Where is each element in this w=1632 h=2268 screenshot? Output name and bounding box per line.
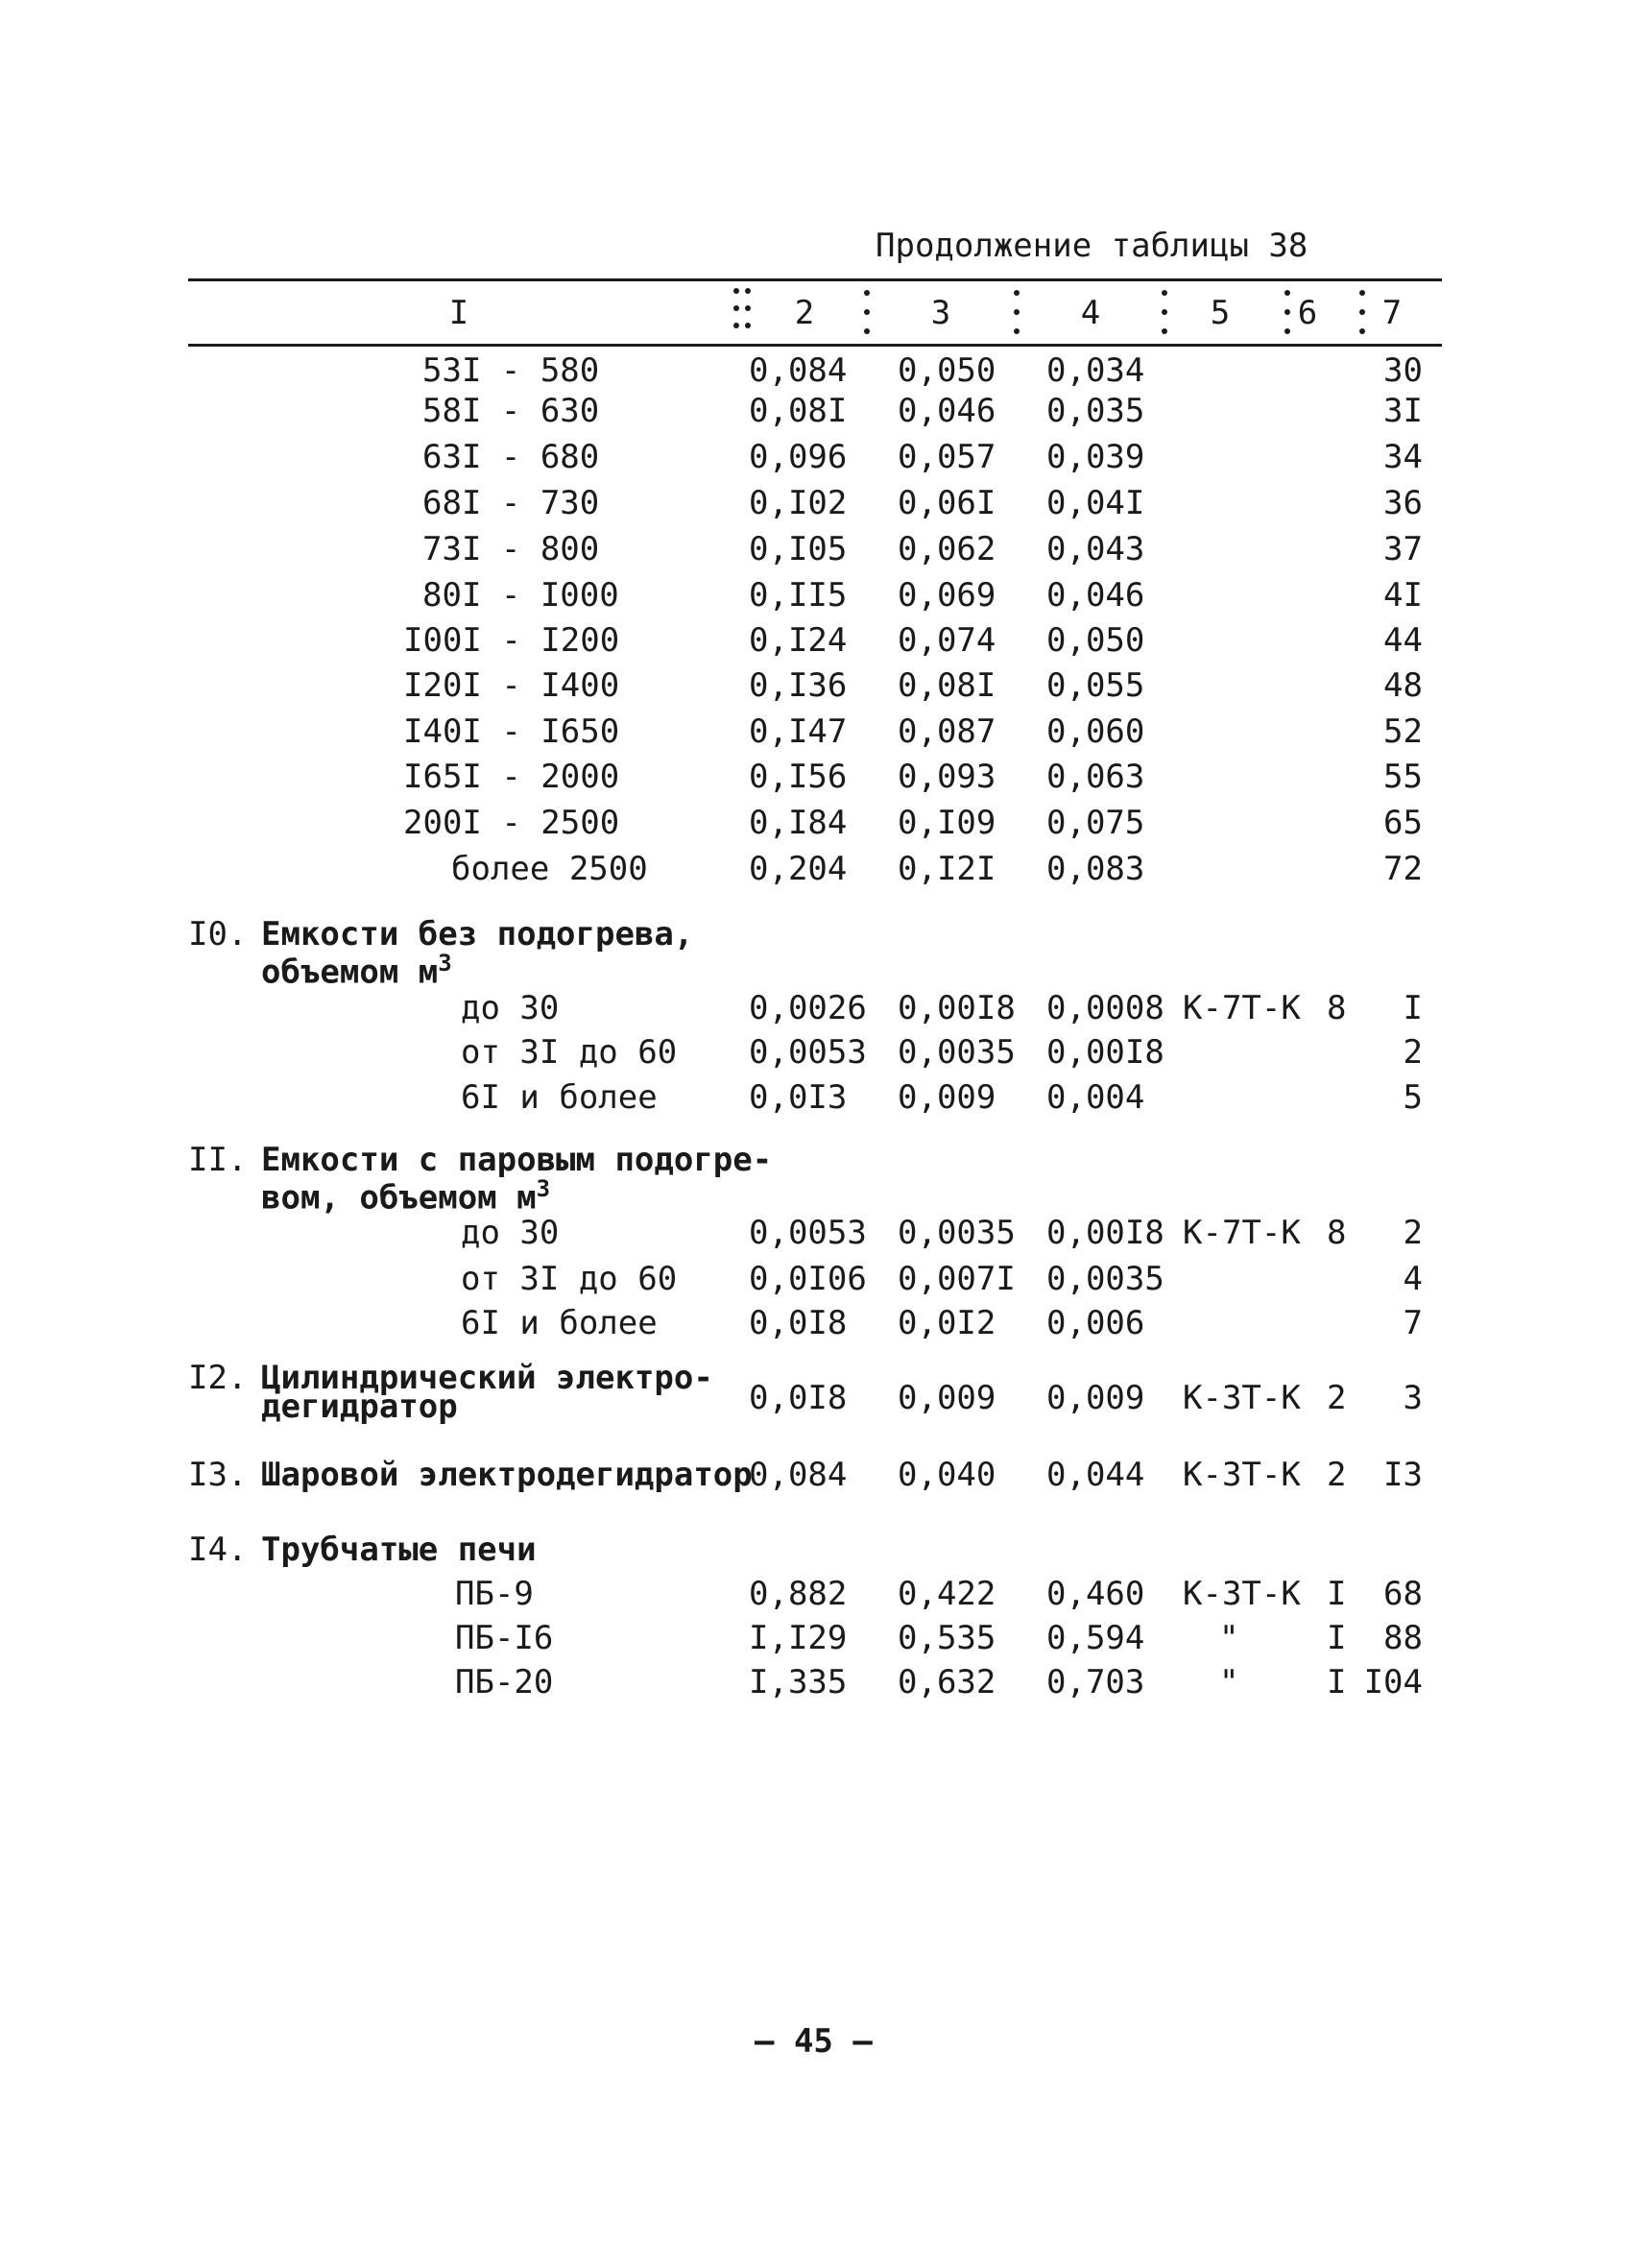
row-label: от 3I до 60 [461, 1260, 678, 1298]
row-label: более 2500 [451, 850, 648, 888]
section-heading [0, 1529, 1632, 1571]
row-label: ПБ-9 [455, 1575, 534, 1613]
cell-col-3: 0,009 [898, 1379, 996, 1417]
cell-col-6: I [1327, 1663, 1347, 1701]
cell-col-3: 0,0035 [898, 1033, 1016, 1072]
section-number: I4. [188, 1531, 248, 1569]
table-row [0, 1302, 1632, 1344]
row-label: 80I - I000 [422, 576, 619, 615]
cell-col-4: 0,006 [1046, 1304, 1145, 1342]
header-col-3: 3 [930, 294, 951, 332]
cell-col-2: 0,I05 [749, 530, 848, 568]
cell-col-2: 0,II5 [749, 576, 848, 615]
table-row [0, 664, 1632, 707]
cell-col-5: " [1219, 1619, 1239, 1657]
cell-col-2: 0,084 [749, 351, 848, 390]
cell-col-4: 0,004 [1046, 1078, 1145, 1117]
cell-col-2: 0,096 [749, 438, 848, 476]
cell-col-4: 0,00I8 [1046, 1033, 1164, 1072]
cell-col-3: 0,050 [898, 351, 996, 390]
row-label: до 30 [461, 989, 560, 1027]
cell-col-7: 2 [1403, 1214, 1423, 1252]
cell-col-5: К-7Т-К [1183, 989, 1301, 1027]
row-label: 200I - 2500 [403, 804, 620, 842]
cell-col-6: 8 [1327, 1214, 1347, 1252]
cell-col-7: 52 [1383, 712, 1423, 751]
cell-col-5: " [1219, 1663, 1239, 1701]
unit-superscript: 3 [438, 950, 452, 977]
cell-col-7: 44 [1383, 621, 1423, 660]
cell-col-4: 0,043 [1046, 530, 1145, 568]
table-row [0, 436, 1632, 478]
cell-col-4: 0,050 [1046, 621, 1145, 660]
cell-col-4: 0,046 [1046, 576, 1145, 615]
cell-col-7: 37 [1383, 530, 1423, 568]
cell-col-4: 0,083 [1046, 850, 1145, 888]
table-row [0, 482, 1632, 524]
header-separator [864, 286, 870, 342]
cell-col-3: 0,040 [898, 1456, 996, 1494]
row-label: I65I - 2000 [403, 758, 620, 796]
cell-col-2: 0,0026 [749, 989, 867, 1027]
cell-col-2: 0,I56 [749, 758, 848, 796]
cell-col-7: 3I [1383, 392, 1423, 430]
header-col-7: 7 [1381, 294, 1403, 332]
section-title-unit: вом, объемом м [261, 1178, 537, 1218]
top-rule [188, 278, 1442, 281]
section-title: Цилиндрический электро- [261, 1359, 713, 1397]
cell-col-7: 30 [1383, 351, 1423, 390]
header-separator [733, 286, 739, 342]
cell-col-7: 34 [1383, 438, 1423, 476]
cell-col-4: 0,04I [1046, 484, 1145, 522]
cell-col-2: 0,0I06 [749, 1260, 867, 1298]
section-title-cont: дегидратор [261, 1387, 458, 1426]
header-col-6: 6 [1297, 294, 1318, 332]
cell-col-5: К-3Т-К [1183, 1575, 1301, 1613]
section-number: I0. [188, 915, 248, 953]
section-heading [188, 1141, 773, 1218]
cell-col-7: 55 [1383, 758, 1423, 796]
header-col-4: 4 [1080, 294, 1101, 332]
header-col-2: 2 [794, 294, 815, 332]
cell-col-3: 0,087 [898, 712, 996, 751]
page-number: – 45 – [755, 2022, 873, 2061]
cell-col-5: К-7Т-К [1183, 1214, 1301, 1252]
cell-col-4: 0,034 [1046, 351, 1145, 390]
table-row [0, 350, 1632, 392]
cell-col-2: 0,0I8 [749, 1304, 848, 1342]
cell-col-3: 0,00I8 [898, 989, 1016, 1027]
cell-col-6: 2 [1327, 1456, 1347, 1494]
row-label: 58I - 630 [422, 392, 600, 430]
section-number: I2. [188, 1359, 248, 1397]
table-row [0, 802, 1632, 844]
header-separator [1284, 286, 1290, 342]
header-separator [1359, 286, 1365, 342]
header-separator [1162, 286, 1167, 342]
header-separator [745, 286, 751, 342]
section-heading [188, 915, 694, 992]
section-title: Емкости с паровым подогре- [261, 1141, 773, 1179]
unit-superscript: 3 [536, 1175, 551, 1202]
cell-col-2: 0,204 [749, 850, 848, 888]
cell-col-7: 5 [1403, 1078, 1423, 1117]
cell-col-6: I [1327, 1575, 1347, 1613]
cell-col-4: 0,055 [1046, 666, 1145, 705]
header-rule [188, 344, 1442, 347]
cell-col-2: 0,0053 [749, 1033, 867, 1072]
cell-col-7: 88 [1383, 1619, 1423, 1657]
table-row [0, 1076, 1632, 1119]
row-label: 63I - 680 [422, 438, 600, 476]
table-row [0, 574, 1632, 616]
table-row [0, 987, 1632, 1029]
cell-col-2: 0,0I3 [749, 1078, 848, 1117]
table-row [0, 619, 1632, 662]
cell-col-3: 0,422 [898, 1575, 996, 1613]
cell-col-2: 0,I47 [749, 712, 848, 751]
table-caption: Продолжение таблицы 38 [876, 227, 1308, 265]
table-row [0, 711, 1632, 753]
section-number: I3. [188, 1456, 248, 1494]
table-row [0, 1617, 1632, 1659]
cell-col-6: I [1327, 1619, 1347, 1657]
table-row [0, 1377, 1632, 1419]
cell-col-7: 65 [1383, 804, 1423, 842]
cell-col-3: 0,057 [898, 438, 996, 476]
cell-col-4: 0,039 [1046, 438, 1145, 476]
cell-col-4: 0,035 [1046, 392, 1145, 430]
header-separator [1014, 286, 1020, 342]
row-label: ПБ-20 [455, 1663, 554, 1701]
row-label: I40I - I650 [403, 712, 620, 751]
cell-col-4: 0,009 [1046, 1379, 1145, 1417]
cell-col-3: 0,069 [898, 576, 996, 615]
cell-col-4: 0,703 [1046, 1663, 1145, 1701]
row-label: I00I - I200 [403, 621, 620, 660]
cell-col-7: 72 [1383, 850, 1423, 888]
cell-col-7: 4 [1403, 1260, 1423, 1298]
cell-col-3: 0,632 [898, 1663, 996, 1701]
cell-col-3: 0,046 [898, 392, 996, 430]
cell-col-3: 0,I2I [898, 850, 996, 888]
cell-col-3: 0,06I [898, 484, 996, 522]
table-row [0, 528, 1632, 570]
row-label: 53I - 580 [422, 351, 600, 390]
row-label: I20I - I400 [403, 666, 620, 705]
cell-col-7: I [1403, 989, 1423, 1027]
header-col-1: I [448, 294, 469, 332]
cell-col-3: 0,093 [898, 758, 996, 796]
row-label: 6I и более [461, 1304, 658, 1342]
cell-col-3: 0,062 [898, 530, 996, 568]
row-label: до 30 [461, 1214, 560, 1252]
table-row [0, 1212, 1632, 1254]
cell-col-4: 0,060 [1046, 712, 1145, 751]
cell-col-2: 0,I36 [749, 666, 848, 705]
cell-col-4: 0,594 [1046, 1619, 1145, 1657]
cell-col-4: 0,063 [1046, 758, 1145, 796]
cell-col-3: 0,007I [898, 1260, 1016, 1298]
cell-col-4: 0,0035 [1046, 1260, 1164, 1298]
row-label: 68I - 730 [422, 484, 600, 522]
table-row [0, 756, 1632, 798]
table-row [0, 1661, 1632, 1703]
table-row [0, 390, 1632, 432]
cell-col-2: 0,I02 [749, 484, 848, 522]
cell-col-6: 8 [1327, 989, 1347, 1027]
cell-col-3: 0,074 [898, 621, 996, 660]
table-row [0, 1573, 1632, 1615]
cell-col-7: 48 [1383, 666, 1423, 705]
row-label: от 3I до 60 [461, 1033, 678, 1072]
cell-col-3: 0,08I [898, 666, 996, 705]
cell-col-7: 4I [1383, 576, 1423, 615]
cell-col-2: I,I29 [749, 1619, 848, 1657]
cell-col-2: 0,I24 [749, 621, 848, 660]
cell-col-7: 36 [1383, 484, 1423, 522]
section-title-unit: объемом м [261, 953, 439, 992]
cell-col-6: 2 [1327, 1379, 1347, 1417]
cell-col-7: 2 [1403, 1033, 1423, 1072]
cell-col-2: 0,0I8 [749, 1379, 848, 1417]
row-label: ПБ-I6 [455, 1619, 554, 1657]
cell-col-3: 0,009 [898, 1078, 996, 1117]
cell-col-3: 0,I09 [898, 804, 996, 842]
cell-col-2: I,335 [749, 1663, 848, 1701]
cell-col-4: 0,044 [1046, 1456, 1145, 1494]
section-title: Шаровой электродегидратор [261, 1456, 753, 1494]
row-label: 73I - 800 [422, 530, 600, 568]
cell-col-7: I04 [1363, 1663, 1423, 1701]
table-row [0, 1031, 1632, 1074]
row-label: 6I и более [461, 1078, 658, 1117]
header-col-5: 5 [1210, 294, 1231, 332]
cell-col-7: 7 [1403, 1304, 1423, 1342]
cell-col-4: 0,075 [1046, 804, 1145, 842]
cell-col-3: 0,0I2 [898, 1304, 996, 1342]
cell-col-3: 0,0035 [898, 1214, 1016, 1252]
cell-col-5: К-3Т-К [1183, 1379, 1301, 1417]
table-row [0, 848, 1632, 890]
cell-col-2: 0,I84 [749, 804, 848, 842]
cell-col-3: 0,535 [898, 1619, 996, 1657]
table-row [0, 1454, 1632, 1496]
cell-col-2: 0,882 [749, 1575, 848, 1613]
cell-col-7: 3 [1403, 1379, 1423, 1417]
cell-col-7: I3 [1383, 1456, 1423, 1494]
cell-col-2: 0,08I [749, 392, 848, 430]
cell-col-2: 0,0053 [749, 1214, 867, 1252]
section-title: Трубчатые печи [261, 1531, 537, 1569]
table-row [0, 1258, 1632, 1300]
section-number: II. [188, 1141, 248, 1179]
cell-col-4: 0,00I8 [1046, 1214, 1164, 1252]
section-title: Емкости без подогрева, [261, 915, 694, 953]
cell-col-5: К-3Т-К [1183, 1456, 1301, 1494]
cell-col-7: 68 [1383, 1575, 1423, 1613]
cell-col-4: 0,460 [1046, 1575, 1145, 1613]
cell-col-4: 0,0008 [1046, 989, 1164, 1027]
cell-col-2: 0,084 [749, 1456, 848, 1494]
